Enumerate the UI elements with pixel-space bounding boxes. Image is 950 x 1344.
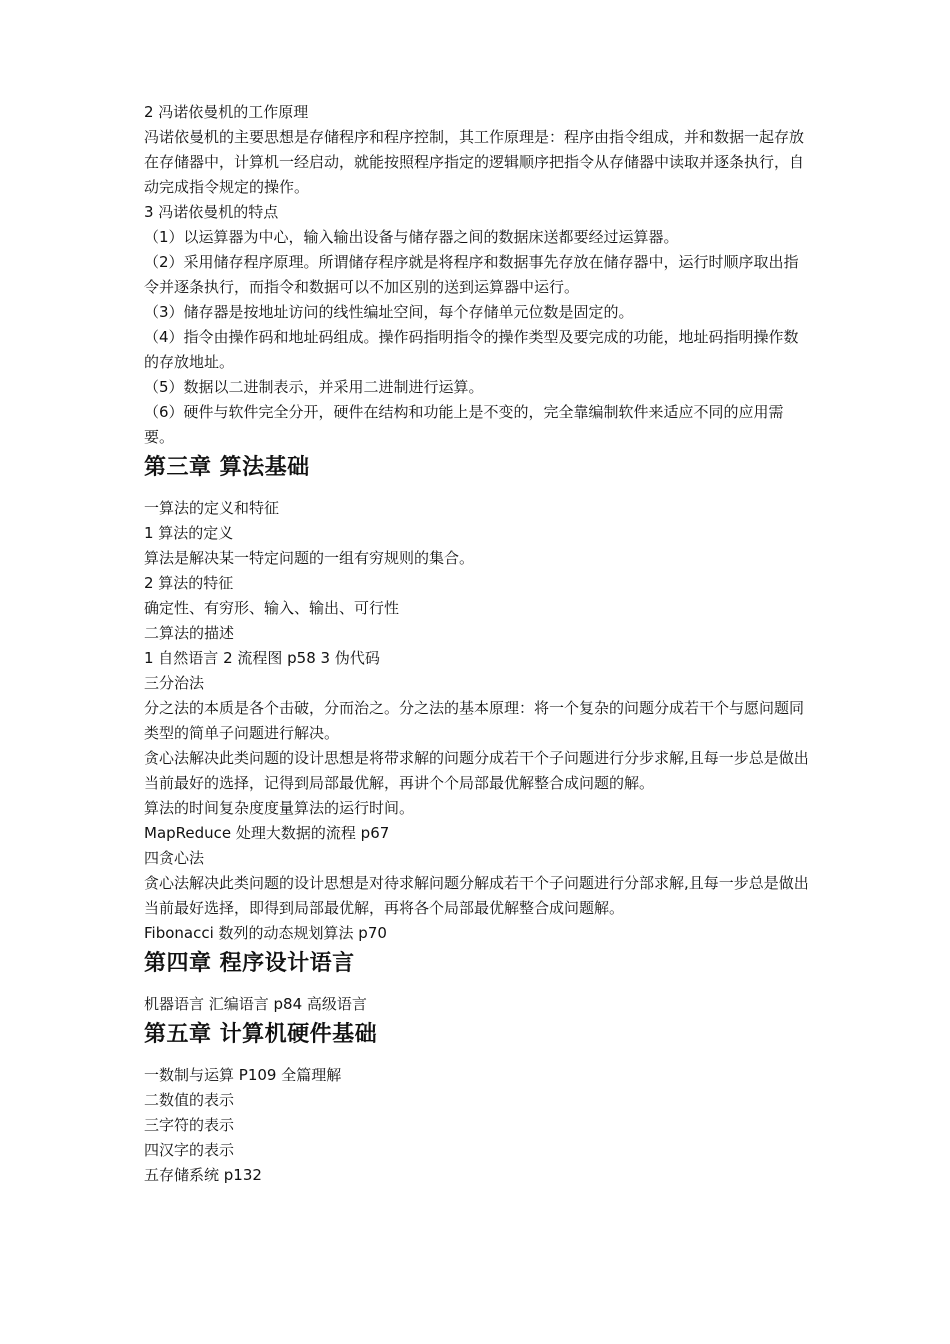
text-line: 算法是解决某一特定问题的一组有穷规则的集合。	[144, 549, 475, 567]
feature-item: （6）硬件与软件完全分开，硬件在结构和功能上是不变的，完全靠编制软件来适应不同的应用需要。	[144, 403, 784, 446]
text-line: 确定性、有穷形、输入、输出、可行性	[144, 599, 400, 617]
paragraph: 冯诺依曼机的主要思想是存储程序和程序控制，其工作原理是：程序由指令组成，并和数据一起存放在存储器中，计算机一经启动，就能按照程序指定的逻辑顺序把指令从存储器中读取并逐条执行，自动完成指令规定的操作。	[144, 128, 805, 196]
text-line: 一数制与运算 P109 全篇理解	[144, 1066, 342, 1084]
feature-item: （3）储存器是按地址访问的线性编址空间，每个存储单元位数是固定的。	[144, 303, 634, 321]
text-line: 五存储系统 p132	[144, 1166, 262, 1184]
text-line: 2 算法的特征	[144, 574, 234, 592]
text-line: 一算法的定义和特征	[144, 499, 280, 517]
paragraph: 贪心法解决此类问题的设计思想是将带求解的问题分成若干个子问题进行分步求解,且每一步总是做出当前最好的选择，记得到局部最优解，再讲个个局部最优解整合成问题的解。	[144, 749, 809, 792]
text-line: 1 自然语言 2 流程图 p58 3 伪代码	[144, 649, 380, 667]
text-line: MapReduce 处理大数据的流程 p67	[144, 824, 390, 842]
text-line: 1 算法的定义	[144, 524, 234, 542]
text-line: 四贪心法	[144, 849, 205, 867]
text-line: 二算法的描述	[144, 624, 235, 642]
text-line: 机器语言 汇编语言 p84 高级语言	[144, 995, 367, 1013]
paragraph: 贪心法解决此类问题的设计思想是对待求解问题分解成若干个子问题进行分部求解,且每一步总是做出当前最好选择，即得到局部最优解，再将各个局部最优解整合成问题解。	[144, 874, 809, 917]
section-heading: 2 冯诺依曼机的工作原理	[144, 103, 309, 121]
feature-item: （5）数据以二进制表示，并采用二进制进行运算。	[144, 378, 484, 396]
chapter-title: 第三章 算法基础	[144, 455, 310, 480]
text-line: 二数值的表示	[144, 1091, 235, 1109]
section-heading: 3 冯诺依曼机的特点	[144, 203, 279, 221]
document-page	[144, 100, 812, 1188]
text-line: Fibonacci 数列的动态规划算法 p70	[144, 924, 387, 942]
feature-item: （4）指令由操作码和地址码组成。操作码指明指令的操作类型及要完成的功能，地址码指明操作数的存放地址。	[144, 328, 799, 371]
feature-item: （2）采用储存程序原理。所谓储存程序就是将程序和数据事先存放在储存器中，运行时顺序取出指令并逐条执行，而指令和数据可以不加区别的送到运算器中运行。	[144, 253, 799, 296]
feature-item: （1）以运算器为中心，输入输出设备与储存器之间的数据床送都要经过运算器。	[144, 228, 679, 246]
text-line: 四汉字的表示	[144, 1141, 235, 1159]
text-line: 算法的时间复杂度度量算法的运行时间。	[144, 799, 415, 817]
text-line: 三字符的表示	[144, 1116, 235, 1134]
chapter-title: 第四章 程序设计语言	[144, 951, 355, 976]
text-line: 三分治法	[144, 674, 205, 692]
chapter-title: 第五章 计算机硬件基础	[144, 1022, 378, 1047]
paragraph: 分之法的本质是各个击破，分而治之。分之法的基本原理：将一个复杂的问题分成若干个与愿问题同类型的简单子问题进行解决。	[144, 699, 805, 742]
